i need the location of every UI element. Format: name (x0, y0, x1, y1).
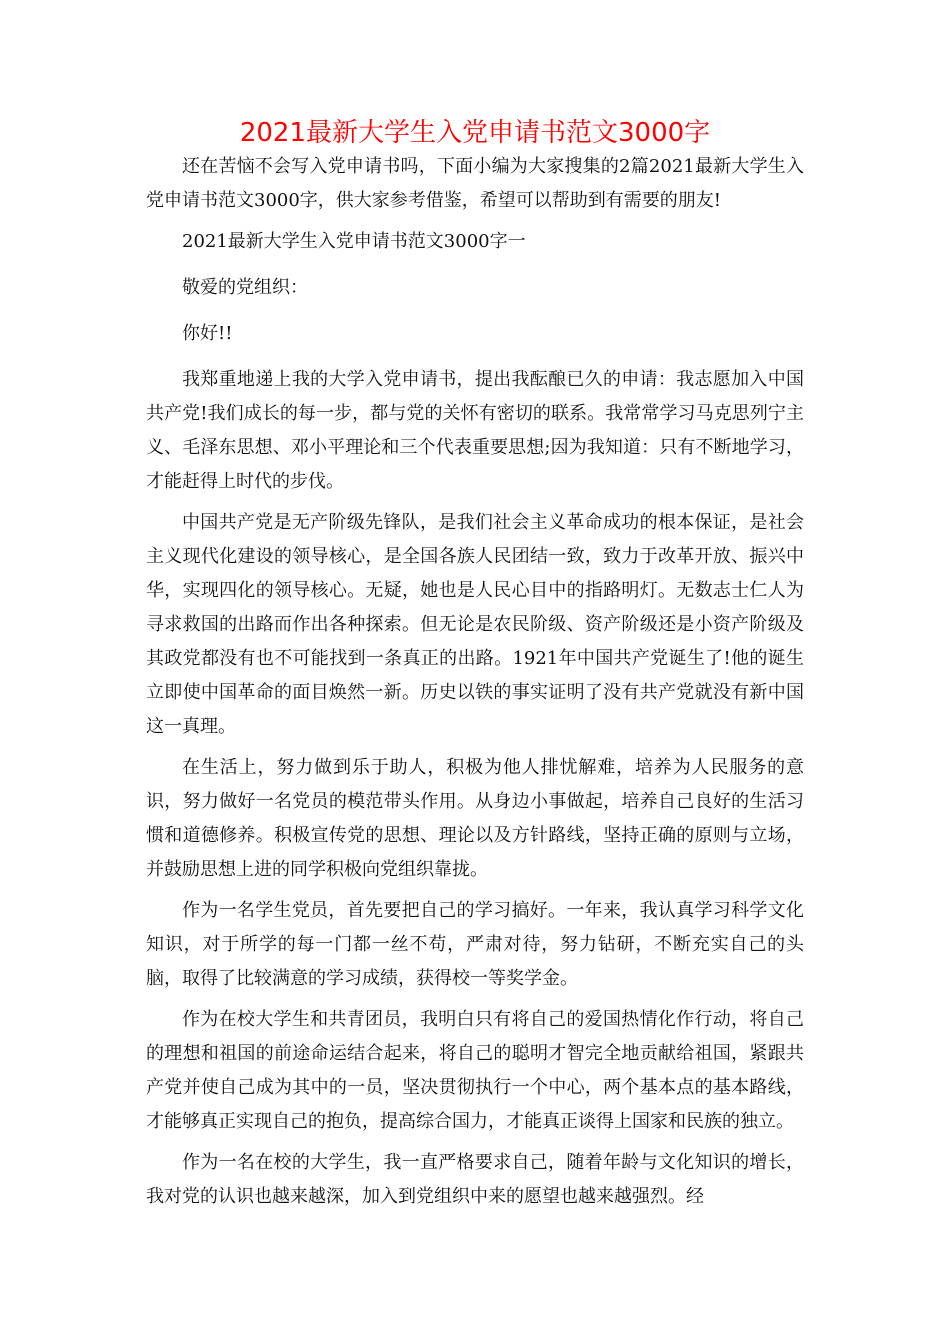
body-paragraph: 中国共产党是无产阶级先锋队，是我们社会主义革命成功的根本保证，是社会主义现代化建设的领导核心，是全国各族人民团结一致，致力于改革开放、振兴中华，实现四化的领导核心。无疑，她也是人民心目中的指路明灯。无数志士仁人为寻求救国的出路而作出各种探索。但无论是农民阶级、资产阶级还是小资产阶级及其政党都没有也不可能找到一条真正的出路。1921年中国共产党诞生了!他的诞生立即使中国革命的面目焕然一新。历史以铁的事实证明了没有共产党就没有新中国这一真理。 (146, 512, 804, 737)
document-title: 2021最新大学生入党申请书范文3000字 (239, 118, 711, 148)
body-paragraph: 我郑重地递上我的大学入党申请书，提出我酝酿已久的申请：我志愿加入中国共产党!我们成长的每一步，都与党的关怀有密切的联系。我常常学习马克思列宁主义、毛泽东思想、邓小平理论和三个代表重要思想;因为我知道：只有不断地学习，才能赶得上时代的步伐。 (146, 369, 804, 492)
intro-paragraph: 还在苦恼不会写入党申请书吗，下面小编为大家搜集的2篇2021最新大学生入党申请书范文3000字，供大家参考借鉴，希望可以帮助到有需要的朋友! (146, 156, 804, 211)
body-paragraph: 作为一名在校的大学生，我一直严格要求自己，随着年龄与文化知识的增长，我对党的认识也越来越深，加入到党组织中来的愿望也越来越强烈。经 (146, 1152, 804, 1207)
body-paragraph: 作为一名学生党员，首先要把自己的学习搞好。一年来，我认真学习科学文化知识，对于所学的每一门都一丝不苟，严肃对待，努力钻研，不断充实自己的头脑，取得了比较满意的学习成绩，获得校一等奖学金。 (146, 900, 804, 989)
section-heading: 2021最新大学生入党申请书范文3000字一 (182, 231, 526, 252)
document-body (146, 150, 804, 1221)
greeting: 你好!! (182, 323, 233, 344)
salutation: 敬爱的党组织： (182, 277, 308, 298)
body-paragraph: 作为在校大学生和共青团员，我明白只有将自己的爱国热情化作行动，将自己的理想和祖国的前途命运结合起来，将自己的聪明才智完全地贡献给祖国，紧跟共产党并使自己成为其中的一员，坚决贯彻执行一个中心，两个基本点的基本路线，才能够真正实现自己的抱负，提高综合国力，才能真正谈得上国家和民族的独立。 (146, 1009, 804, 1132)
body-paragraph: 在生活上，努力做到乐于助人，积极为他人排忧解难，培养为人民服务的意识，努力做好一名党员的模范带头作用。从身边小事做起，培养自己良好的生活习惯和道德修养。积极宣传党的思想、理论以及方针路线，坚持正确的原则与立场，并鼓励思想上进的同学积极向党组织靠拢。 (146, 757, 804, 880)
